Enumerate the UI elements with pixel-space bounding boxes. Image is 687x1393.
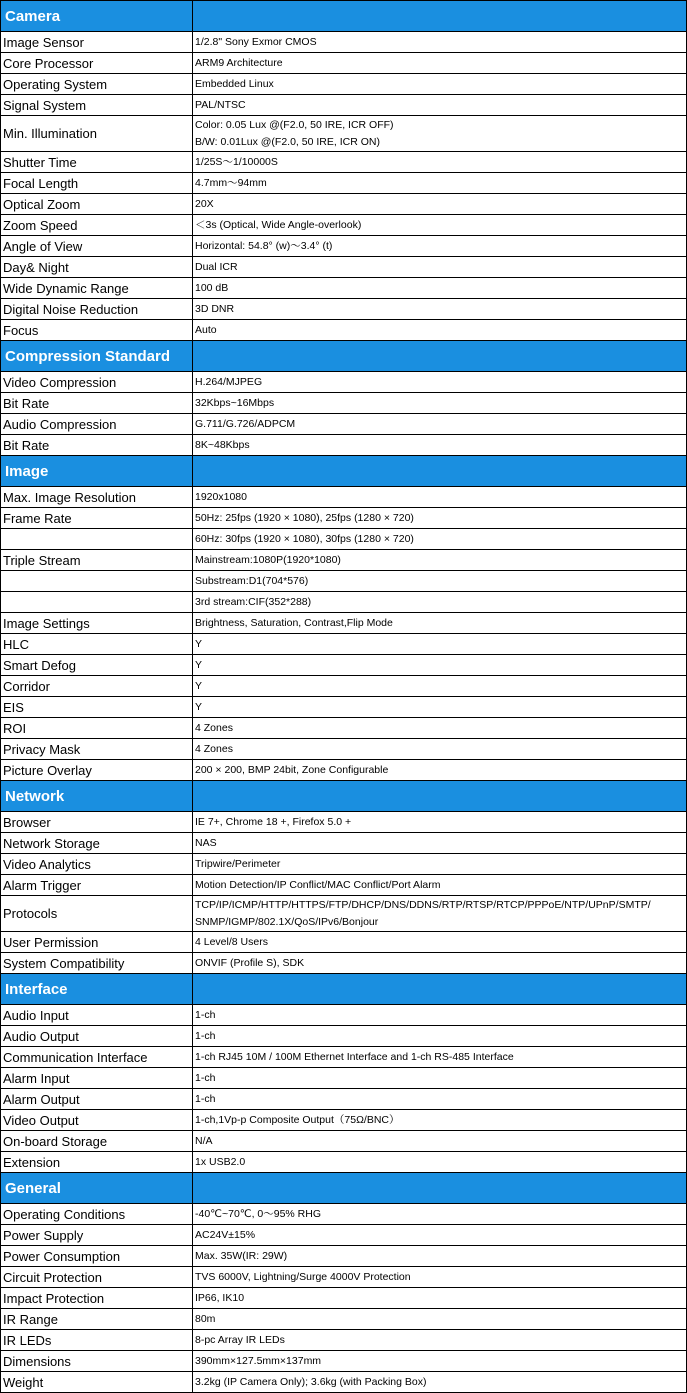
spec-row [1,1225,687,1246]
section-header-row [1,1173,687,1204]
spec-value: 4 Zones [193,718,687,739]
spec-value: Brightness, Saturation, Contrast,Flip Mode [193,613,687,634]
spec-value: ARM9 Architecture [193,53,687,74]
section-header-row [1,1,687,32]
spec-row [1,152,687,173]
spec-value: 8K~48Kbps [193,435,687,456]
section-header-row [1,974,687,1005]
spec-label [1,571,193,592]
spec-row [1,372,687,393]
spec-row [1,833,687,854]
spec-row [1,812,687,833]
spec-row [1,194,687,215]
spec-value: 200 × 200, BMP 24bit, Zone Configurable [193,760,687,781]
section-title: Camera [1,1,193,32]
spec-row [1,435,687,456]
spec-label: Weight [1,1372,193,1393]
spec-row [1,953,687,974]
spec-row [1,1005,687,1026]
spec-value: 1-ch [193,1005,687,1026]
spec-label: Focus [1,320,193,341]
spec-value: 32Kbps~16Mbps [193,393,687,414]
spec-value [193,896,687,932]
spec-row [1,299,687,320]
spec-row [1,32,687,53]
spec-value: Y [193,676,687,697]
spec-label: Triple Stream [1,550,193,571]
spec-label [1,529,193,550]
spec-value: Auto [193,320,687,341]
spec-value: Motion Detection/IP Conflict/MAC Conflict/Port Alarm [193,875,687,896]
spec-value: 1-ch RJ45 10M / 100M Ethernet Interface and 1-ch RS-485 Interface [193,1047,687,1068]
spec-row [1,697,687,718]
spec-value: G.711/G.726/ADPCM [193,414,687,435]
section-title: Compression Standard [1,341,193,372]
spec-row [1,1372,687,1393]
spec-row [1,487,687,508]
spec-row [1,1309,687,1330]
spec-value: 390mm×127.5mm×137mm [193,1351,687,1372]
spec-row [1,74,687,95]
spec-row [1,320,687,341]
spec-value: 1920x1080 [193,487,687,508]
spec-label: Alarm Input [1,1068,193,1089]
spec-label: System Compatibility [1,953,193,974]
spec-row [1,1026,687,1047]
spec-label: Audio Output [1,1026,193,1047]
spec-value: Mainstream:1080P(1920*1080) [193,550,687,571]
spec-row [1,414,687,435]
spec-label: Audio Compression [1,414,193,435]
spec-value: 100 dB [193,278,687,299]
spec-row [1,529,687,550]
spec-label: Impact Protection [1,1288,193,1309]
spec-value: ＜3s (Optical, Wide Angle-overlook) [193,215,687,236]
spec-row [1,95,687,116]
spec-label: Video Compression [1,372,193,393]
spec-label: Zoom Speed [1,215,193,236]
spec-label: Video Analytics [1,854,193,875]
section-header-blank [193,1173,687,1204]
spec-value: 3rd stream:CIF(352*288) [193,592,687,613]
spec-value: 4.7mm～94mm [193,173,687,194]
spec-row [1,1131,687,1152]
spec-value-line: B/W: 0.01Lux @(F2.0, 50 IRE, ICR ON) [195,135,380,148]
spec-label: Core Processor [1,53,193,74]
spec-label: Power Consumption [1,1246,193,1267]
spec-value: Y [193,655,687,676]
spec-row [1,257,687,278]
spec-value-line: SNMP/IGMP/802.1X/QoS/IPv6/Bonjour [195,915,379,928]
spec-label: Communication Interface [1,1047,193,1068]
spec-value-line: Color: 0.05 Lux @(F2.0, 50 IRE, ICR OFF) [195,118,394,131]
spec-row [1,875,687,896]
spec-row [1,1330,687,1351]
spec-value: 1-ch [193,1026,687,1047]
section-header-blank [193,1,687,32]
spec-value: 20X [193,194,687,215]
spec-row [1,1047,687,1068]
spec-row [1,236,687,257]
spec-value: TVS 6000V, Lightning/Surge 4000V Protection [193,1267,687,1288]
spec-value: Tripwire/Perimeter [193,854,687,875]
spec-row [1,655,687,676]
spec-value: H.264/MJPEG [193,372,687,393]
spec-value: 1/25S～1/10000S [193,152,687,173]
spec-row [1,1152,687,1173]
spec-row [1,53,687,74]
spec-row [1,932,687,953]
spec-label: Power Supply [1,1225,193,1246]
spec-value: IE 7+, Chrome 18 +, Firefox 5.0 + [193,812,687,833]
spec-row [1,173,687,194]
spec-row [1,278,687,299]
spec-value: N/A [193,1131,687,1152]
spec-value: 4 Level/8 Users [193,932,687,953]
spec-row [1,739,687,760]
spec-value: ONVIF (Profile S), SDK [193,953,687,974]
spec-label: Circuit Protection [1,1267,193,1288]
spec-label: EIS [1,697,193,718]
spec-value: -40℃~70℃, 0～95% RHG [193,1204,687,1225]
spec-value: 3.2kg (IP Camera Only); 3.6kg (with Packing Box) [193,1372,687,1393]
spec-label: Focal Length [1,173,193,194]
spec-row [1,760,687,781]
spec-label: Extension [1,1152,193,1173]
spec-label: Optical Zoom [1,194,193,215]
spec-value: PAL/NTSC [193,95,687,116]
spec-label: IR Range [1,1309,193,1330]
spec-label: Video Output [1,1110,193,1131]
spec-label: Bit Rate [1,435,193,456]
spec-label: Operating System [1,74,193,95]
section-title: General [1,1173,193,1204]
section-header-row [1,456,687,487]
spec-label: Angle of View [1,236,193,257]
spec-value: 80m [193,1309,687,1330]
section-header-row [1,781,687,812]
section-header-row [1,341,687,372]
spec-value: 1-ch [193,1089,687,1110]
spec-label: Wide Dynamic Range [1,278,193,299]
spec-label: Bit Rate [1,393,193,414]
spec-row [1,613,687,634]
spec-label: Protocols [1,896,193,932]
spec-label: Privacy Mask [1,739,193,760]
spec-row [1,718,687,739]
spec-label: HLC [1,634,193,655]
spec-label: Audio Input [1,1005,193,1026]
section-title: Image [1,456,193,487]
spec-row [1,508,687,529]
spec-value: 50Hz: 25fps (1920 × 1080), 25fps (1280 × 720) [193,508,687,529]
spec-value: Y [193,697,687,718]
spec-value: 60Hz: 30fps (1920 × 1080), 30fps (1280 × 720) [193,529,687,550]
spec-value: 4 Zones [193,739,687,760]
spec-value: Max. 35W(IR: 29W) [193,1246,687,1267]
spec-value: 1x USB2.0 [193,1152,687,1173]
section-title: Interface [1,974,193,1005]
spec-value: Substream:D1(704*576) [193,571,687,592]
spec-row [1,1267,687,1288]
spec-value: 1/2.8" Sony Exmor CMOS [193,32,687,53]
spec-label: On-board Storage [1,1131,193,1152]
spec-row [1,896,687,932]
spec-value: Embedded Linux [193,74,687,95]
spec-label: Signal System [1,95,193,116]
spec-value: IP66, IK10 [193,1288,687,1309]
spec-table-body [1,1,687,1393]
spec-label: Image Sensor [1,32,193,53]
spec-value: 8-pc Array IR LEDs [193,1330,687,1351]
spec-label: User Permission [1,932,193,953]
spec-row [1,1110,687,1131]
section-header-blank [193,456,687,487]
spec-row [1,676,687,697]
spec-row [1,1351,687,1372]
spec-label: Image Settings [1,613,193,634]
spec-value: 1-ch [193,1068,687,1089]
section-header-blank [193,781,687,812]
spec-label: Shutter Time [1,152,193,173]
spec-label: Alarm Output [1,1089,193,1110]
spec-label: Browser [1,812,193,833]
spec-row [1,550,687,571]
spec-value: AC24V±15% [193,1225,687,1246]
spec-label: Max. Image Resolution [1,487,193,508]
spec-row [1,592,687,613]
spec-value-line: TCP/IP/ICMP/HTTP/HTTPS/FTP/DHCP/DNS/DDNS/RTP/RTSP/RTCP/PPPoE/NTP/UPnP/SMTP/ [195,898,651,911]
spec-row [1,393,687,414]
spec-row [1,215,687,236]
spec-row [1,1068,687,1089]
spec-label: ROI [1,718,193,739]
spec-label: Alarm Trigger [1,875,193,896]
spec-label: IR LEDs [1,1330,193,1351]
spec-row [1,1204,687,1225]
section-title: Network [1,781,193,812]
spec-row [1,634,687,655]
spec-label: Day& Night [1,257,193,278]
spec-label: Frame Rate [1,508,193,529]
section-header-blank [193,341,687,372]
spec-row [1,571,687,592]
spec-value [193,116,687,152]
spec-label: Dimensions [1,1351,193,1372]
spec-value: 3D DNR [193,299,687,320]
spec-label: Network Storage [1,833,193,854]
spec-row [1,854,687,875]
spec-row [1,1089,687,1110]
spec-value: NAS [193,833,687,854]
spec-value: 1-ch,1Vp-p Composite Output（75Ω/BNC） [193,1110,687,1131]
spec-label [1,592,193,613]
spec-label: Smart Defog [1,655,193,676]
spec-value: Dual ICR [193,257,687,278]
spec-label: Picture Overlay [1,760,193,781]
spec-value: Horizontal: 54.8° (w)～3.4° (t) [193,236,687,257]
spec-label: Corridor [1,676,193,697]
spec-row [1,1246,687,1267]
spec-row [1,116,687,152]
spec-label: Digital Noise Reduction [1,299,193,320]
spec-label: Min. Illumination [1,116,193,152]
spec-label: Operating Conditions [1,1204,193,1225]
spec-row [1,1288,687,1309]
section-header-blank [193,974,687,1005]
spec-value: Y [193,634,687,655]
